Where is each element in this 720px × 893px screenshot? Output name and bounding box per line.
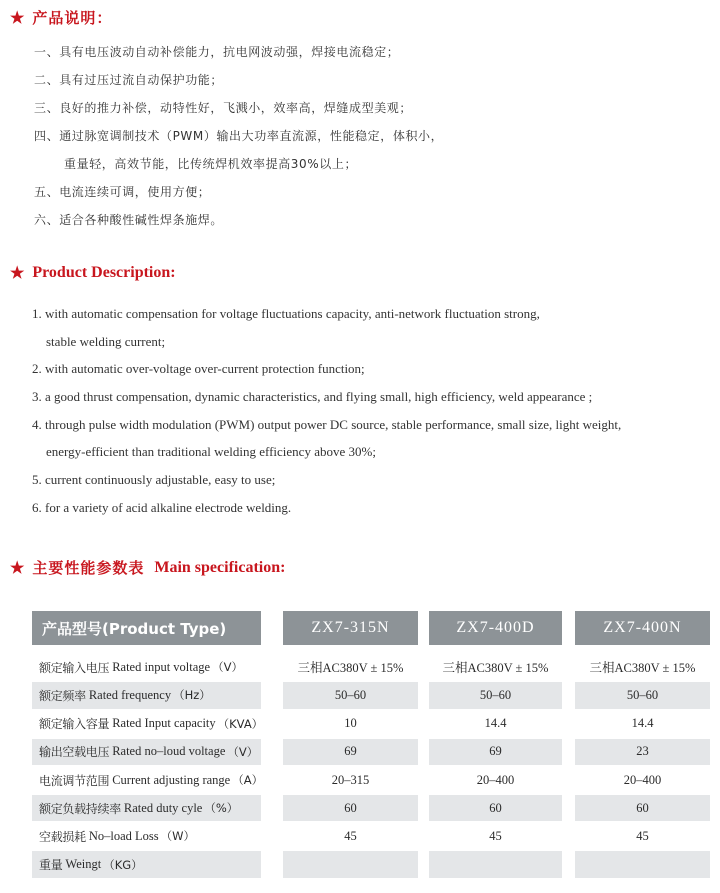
row-label-cn: 重量 bbox=[39, 858, 63, 873]
row-label-en: No–load Loss bbox=[88, 828, 159, 843]
cn-description-list bbox=[34, 38, 443, 234]
row-label-unit: （KVA） bbox=[217, 716, 264, 731]
row-label-unit: （KG） bbox=[103, 857, 143, 872]
table-cell: 20–315 bbox=[331, 772, 370, 787]
table-row bbox=[32, 851, 720, 879]
list-item: 五、电流连续可调，使用方便； bbox=[34, 185, 211, 199]
row-label bbox=[32, 710, 264, 737]
heading-cn bbox=[10, 7, 112, 28]
list-item: energy-efficient than traditional welding efficiency above 30%; bbox=[46, 444, 376, 460]
table-cell: 50–60 bbox=[429, 682, 562, 709]
table-cell: 14.4 bbox=[484, 716, 507, 731]
list-item: 三、良好的推力补偿，动特性好，飞溅小，效率高，焊缝成型美观； bbox=[34, 101, 413, 115]
table-row bbox=[32, 795, 720, 823]
row-label-cn: 额定负载持续率 bbox=[39, 801, 121, 816]
row-label bbox=[32, 739, 261, 766]
table-row bbox=[32, 767, 720, 795]
row-label-cn: 电流调节范围 bbox=[39, 773, 110, 788]
row-label-cn: 空载损耗 bbox=[39, 829, 86, 844]
table-cell: 45 bbox=[636, 828, 649, 843]
header-model-3: ZX7-400N bbox=[575, 611, 710, 645]
row-label-cn: 额定频率 bbox=[39, 688, 86, 703]
table-cell: 45 bbox=[489, 828, 502, 843]
list-item: 3. a good thrust compensation, dynamic characteristics, and flying small, high efficiency, weld appearance ; bbox=[32, 389, 593, 405]
table-cell: 三相AC380V ± 15% bbox=[442, 661, 549, 676]
list-item: 重量轻，高效节能，比传统焊机效率提高30%以上； bbox=[64, 157, 358, 171]
row-label bbox=[32, 767, 264, 794]
row-label-en: Current adjusting range bbox=[112, 772, 231, 787]
row-label-en: Rated input voltage bbox=[112, 659, 211, 674]
table-row bbox=[32, 654, 720, 682]
table-cell: 14.4 bbox=[631, 716, 654, 731]
header-model-1: ZX7-315N bbox=[283, 611, 418, 645]
heading-spec-title-cn: 主要性能参数表 bbox=[32, 559, 145, 577]
table-cell: 60 bbox=[575, 795, 710, 822]
list-item: 4. through pulse width modulation (PWM) output power DC source, stable performance, small size, light weight, bbox=[32, 416, 622, 432]
list-item: 六、适合各种酸性碱性焊条施焊。 bbox=[34, 213, 224, 227]
heading-spec-title-en: Main specification: bbox=[154, 558, 286, 576]
table-cell: 10 bbox=[344, 716, 357, 731]
row-label-en: Rated duty cyle bbox=[123, 800, 203, 815]
table-cell: 60 bbox=[283, 795, 418, 822]
star-icon: ★ bbox=[10, 263, 25, 282]
row-label bbox=[32, 682, 261, 709]
list-item: 2. with automatic over-voltage over-current protection function; bbox=[32, 361, 365, 377]
row-label-unit: （Hz） bbox=[173, 688, 211, 703]
table-cell: 20–400 bbox=[476, 772, 515, 787]
row-label-unit: （%） bbox=[204, 801, 239, 816]
list-item: 四、通过脉宽调制技术（PWM）输出大功率直流源，性能稳定，体积小， bbox=[34, 129, 444, 143]
star-icon: ★ bbox=[10, 8, 25, 27]
heading-en bbox=[10, 263, 176, 282]
table-cell: 50–60 bbox=[575, 682, 710, 709]
table-header-row bbox=[32, 611, 720, 645]
header-product-type: 产品型号(Product Type) bbox=[32, 611, 261, 645]
row-label-en: Rated frequency bbox=[88, 687, 172, 702]
table-cell: 69 bbox=[429, 739, 562, 766]
table-cell: 69 bbox=[283, 739, 418, 766]
list-item: stable welding current; bbox=[46, 333, 166, 349]
table-row bbox=[32, 739, 720, 767]
list-item: 1. with automatic compensation for voltage fluctuations capacity, anti-network fluctuation strong, bbox=[32, 306, 540, 321]
row-label-unit: （W） bbox=[160, 829, 195, 844]
table-cell bbox=[575, 851, 710, 878]
row-label-cn: 额定输入容量 bbox=[39, 717, 110, 732]
row-label-unit: （V） bbox=[212, 660, 243, 675]
row-label-en: Rated no–loud voltage bbox=[112, 744, 226, 759]
table-cell: 50–60 bbox=[283, 682, 418, 709]
row-label-unit: （A） bbox=[232, 773, 264, 787]
table-row bbox=[32, 710, 720, 738]
table-row bbox=[32, 682, 720, 710]
heading-en-title: Product Description: bbox=[32, 263, 176, 281]
spec-table bbox=[32, 611, 720, 880]
table-cell bbox=[283, 851, 418, 878]
heading-spec bbox=[10, 557, 285, 578]
list-item: 二、具有过压过流自动保护功能； bbox=[34, 73, 224, 87]
row-label-en: Rated Input capacity bbox=[112, 716, 216, 731]
en-description-list bbox=[32, 300, 621, 522]
list-item: 一、具有电压波动自动补偿能力，抗电网波动强，焊接电流稳定； bbox=[34, 45, 400, 59]
table-cell: 45 bbox=[344, 828, 357, 843]
row-label-unit: （V） bbox=[227, 744, 259, 759]
header-model-2: ZX7-400D bbox=[429, 611, 562, 645]
table-cell: 三相AC380V ± 15% bbox=[589, 661, 696, 676]
row-label-en: Weingt bbox=[65, 857, 102, 872]
row-label bbox=[32, 654, 261, 681]
row-label bbox=[32, 795, 261, 822]
heading-cn-title: 产品说明： bbox=[32, 9, 113, 27]
row-label-cn: 额定输入电压 bbox=[39, 660, 110, 675]
star-icon: ★ bbox=[10, 558, 25, 577]
table-cell: 23 bbox=[575, 739, 710, 766]
table-row bbox=[32, 823, 720, 851]
list-item: 6. for a variety of acid alkaline electrode welding. bbox=[32, 499, 292, 515]
row-label bbox=[32, 823, 261, 850]
table-cell: 60 bbox=[429, 795, 562, 822]
row-label bbox=[32, 851, 261, 878]
table-cell bbox=[429, 851, 562, 878]
table-cell: 20–400 bbox=[623, 772, 662, 787]
list-item: 5. current continuously adjustable, easy to use; bbox=[32, 472, 276, 488]
table-cell: 三相AC380V ± 15% bbox=[297, 661, 404, 676]
row-label-cn: 输出空载电压 bbox=[39, 745, 110, 760]
